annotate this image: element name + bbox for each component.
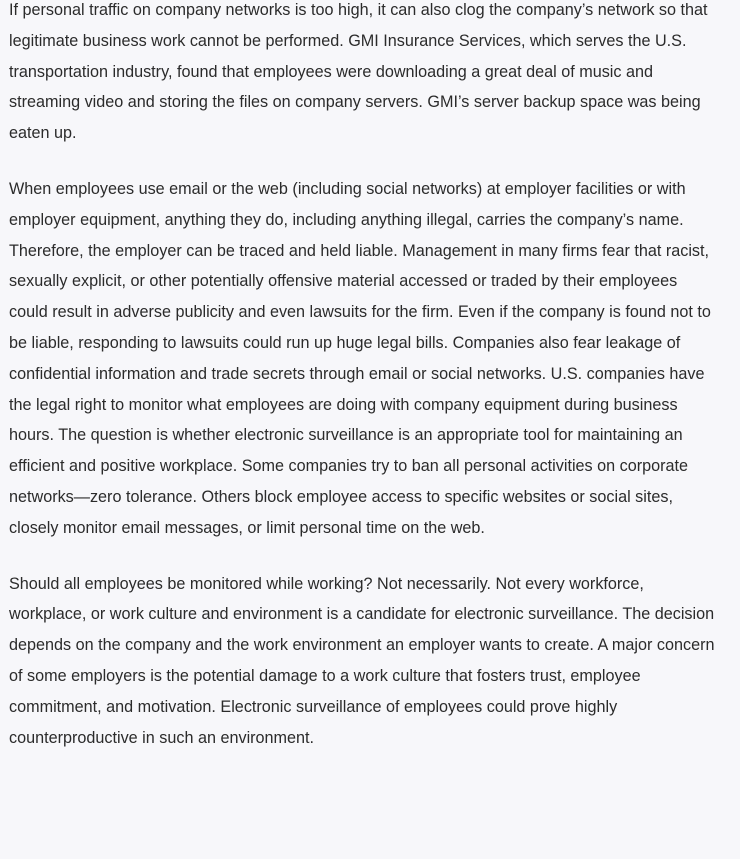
paragraph-network-traffic: If personal traffic on company networks is too high, it can also clog the company’s network so that legitimate business work cannot be performed. GMI Insurance Services, which serves the U.S. transportation industry, found that employees were downloading a great deal of music and streaming video and storing the files on company servers. GMI’s server backup space was being eaten up. <box>9 1 708 143</box>
paragraph-monitoring-question: Should all employees be monitored while working? Not necessarily. Not every workforce, workplace, or work culture and environment is a candidate for electronic surveillance. The decision depends on the company and the work environment an employer wants to create. A major concern of some employers is the potential damage to a work culture that fosters trust, employee commitment, and motivation. Electronic surveillance of employees could prove highly counterproductive in such an environment. <box>9 574 715 747</box>
paragraph-employer-liability: When employees use email or the web (including social networks) at employer facilities or with employer equipment, anything they do, including anything illegal, carries the company’s name. Therefore, the employer can be traced and held liable. Management in many firms fear that racist, sexually explicit, or other potentially offensive material accessed or traded by their employees could result in adverse publicity and even lawsuits for the firm. Even if the company is found not to be liable, responding to lawsuits could run up huge legal bills. Companies also fear leakage of confidential information and trade secrets through email or social networks. U.S. companies have the legal right to monitor what employees are doing with company equipment during business hours. The question is whether electronic surveillance is an appropriate tool for maintaining an efficient and positive workplace. Some companies try to ban all personal activities on corporate networks—zero tolerance. Others block employee access to specific websites or social sites, closely monitor email messages, or limit personal time on the web. <box>9 179 711 537</box>
